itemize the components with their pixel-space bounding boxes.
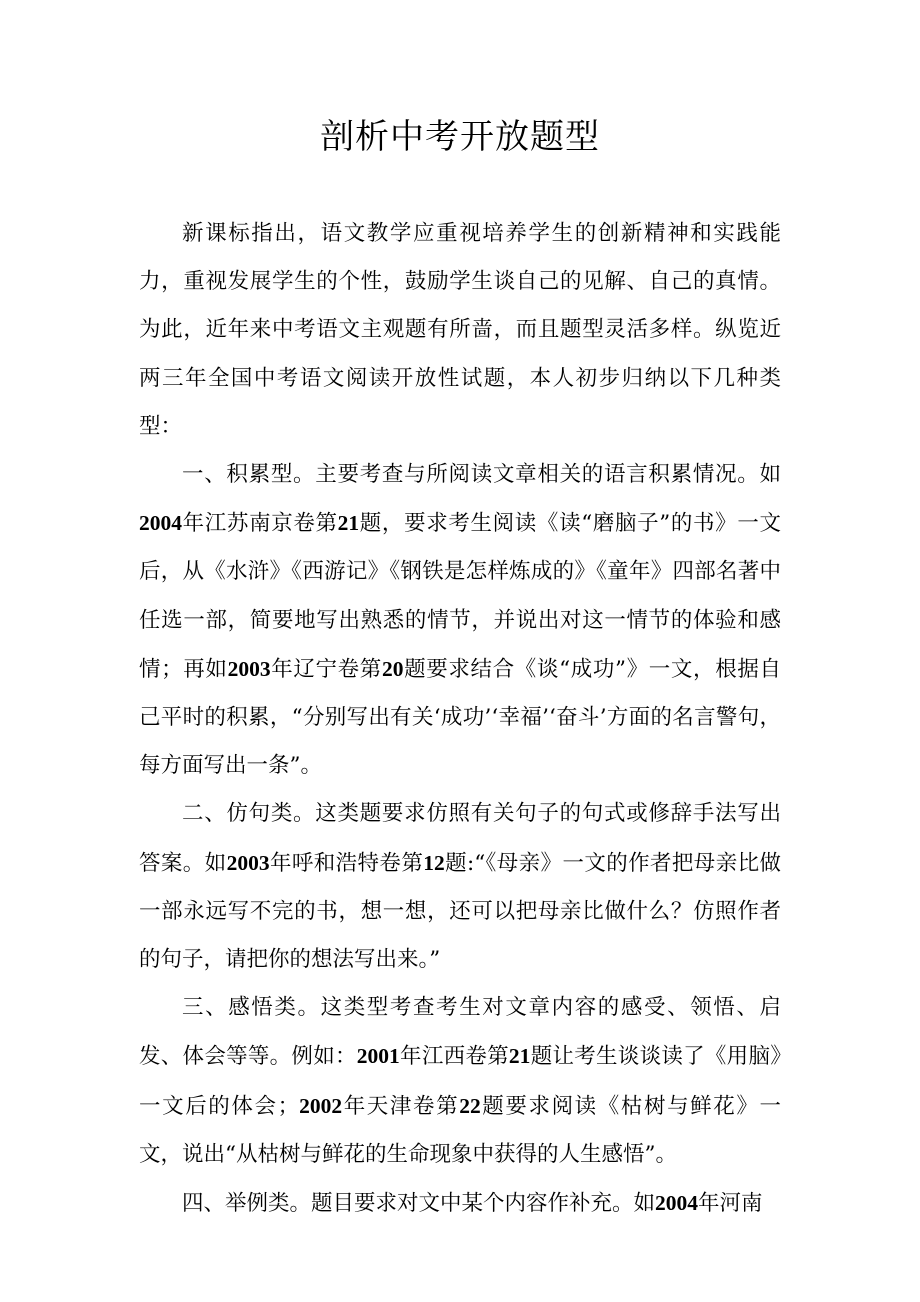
text-segment: 一、积累型。主要考查与所阅读文章相关的语言积累情况。如 [182, 462, 781, 488]
text-segment: 年江西卷第 [399, 1044, 509, 1070]
question-number: 21 [508, 1044, 531, 1069]
text-segment: 四、举例类。题目要求对文中某个内容作补充。如 [182, 1191, 656, 1217]
paragraph-example-type [139, 1179, 781, 1228]
year-number: 2004 [655, 1191, 699, 1216]
paragraph-insight-type [139, 984, 781, 1179]
document-body [139, 210, 781, 1228]
year-number: 2004 [139, 511, 182, 536]
text-segment: 年呼和浩特卷第 [269, 850, 424, 876]
year-number: 2003 [227, 656, 271, 681]
year-number: 2002 [299, 1093, 343, 1118]
text-segment: 年江苏南京卷第 [182, 511, 338, 537]
text-segment: 年河南 [698, 1191, 763, 1217]
paragraph-accumulation-type [139, 451, 781, 790]
text-segment: 年天津卷第 [342, 1093, 460, 1119]
text-segment: 三、感悟类。这类型考查考生对文章内容的感受、领悟、启发、体会等等。例如： [139, 995, 781, 1070]
question-number: 21 [337, 511, 360, 536]
question-number: 12 [423, 850, 445, 875]
document-title: 剖析中考开放题型 [320, 117, 600, 157]
text-segment: 题让考生谈谈读了《用脑》一文后的体会； [139, 1044, 781, 1119]
text-segment: 二、仿句类。这类题要求仿照有关句子的句式或修辞手法写出答案。如 [139, 801, 781, 876]
paragraph-intro [139, 210, 781, 451]
paragraph-imitation-type [139, 790, 781, 984]
question-number: 20 [381, 656, 404, 681]
question-number: 22 [459, 1093, 481, 1118]
text-segment: 题要求结合《谈“成功”》一文，根据自己平时的积累，“分别写出有关‘成功’‘幸福’‘奋斗’方面的名言警句，每方面写出一条”。 [139, 656, 781, 779]
text-segment: 题要求阅读《枯树与鲜花》一文，说出“从枯树与鲜花的生命现象中获得的人生感悟”。 [139, 1093, 781, 1167]
text-segment: 题，要求考生阅读《读“磨脑子”的书》一文后，从《水浒》《西游记》《钢铁是怎样炼成的》《童年》四部名著中任选一部，简要地写出熟悉的情节，并说出对这一情节的体验和感情；再如 [139, 511, 781, 682]
text-segment: 年辽宁卷第 [270, 656, 382, 682]
year-number: 2001 [356, 1044, 400, 1069]
text-segment: 新课标指出，语文教学应重视培养学生的创新精神和实践能力，重视发展学生的个性，鼓励学生谈自己的见解、自己的真情。为此，近年来中考语文主观题有所啬，而且题型灵活多样。纵览近两三年全国中考语文阅读开放性试题，本人初步归纳以下几种类型： [139, 221, 781, 439]
text-segment: 题:“《母亲》一文的作者把母亲比做一部永远写不完的书，想一想，还可以把母亲比做什么？仿照作者的句子，请把你的想法写出来。” [139, 850, 781, 973]
year-number: 2003 [226, 850, 270, 875]
